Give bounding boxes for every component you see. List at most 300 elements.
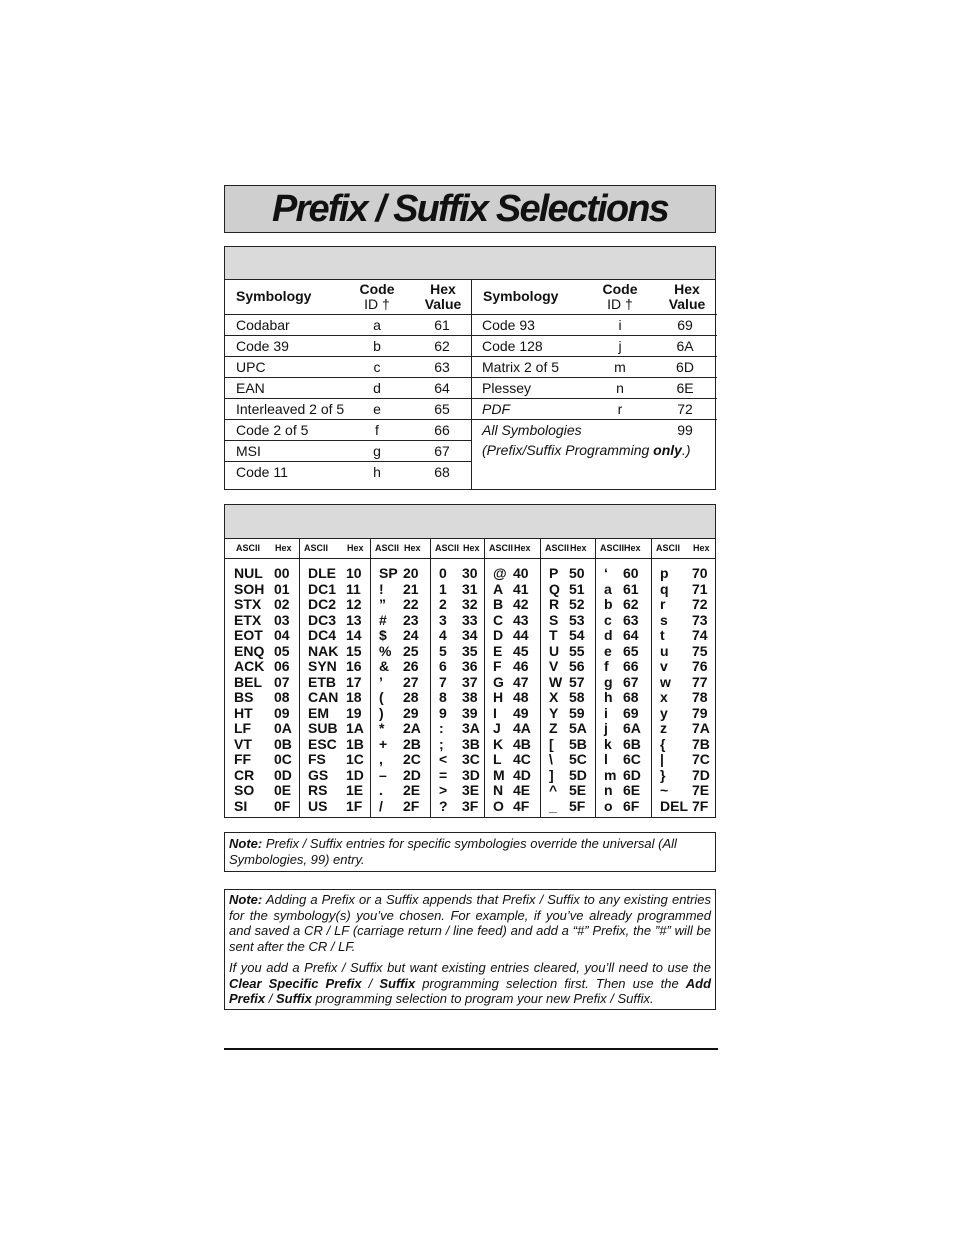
ascii-hex: 09 — [274, 704, 290, 721]
ascii-char: K — [493, 735, 504, 752]
ascii-row — [431, 612, 484, 628]
ascii-hex: 02 — [274, 596, 290, 612]
ascii-row — [652, 720, 715, 736]
ascii-row — [225, 627, 299, 643]
ascii-row — [371, 596, 430, 612]
ascii-row — [541, 798, 595, 814]
symbology-row — [225, 399, 471, 420]
ascii-hex: 05 — [274, 642, 290, 659]
ascii-row — [652, 767, 715, 783]
ascii-row — [300, 767, 370, 783]
symbology-code-id: a — [373, 317, 381, 333]
ascii-row — [485, 627, 540, 643]
ascii-hex: 7F — [692, 797, 709, 814]
symbology-code-id: e — [373, 401, 381, 417]
note-text: Prefix / Suffix entries for specific symbologies override the universal (All Symbologies, 99) entry. — [229, 836, 677, 867]
ascii-hex: 3B — [462, 735, 480, 752]
note-override — [224, 832, 716, 872]
ascii-hex: 1C — [346, 751, 364, 767]
ascii-hex: 2C — [403, 751, 421, 767]
symbology-code-id: d — [373, 380, 381, 396]
ascii-row — [596, 596, 651, 612]
ascii-char: } — [660, 766, 666, 783]
ascii-row — [371, 643, 430, 659]
symbology-row — [471, 378, 717, 399]
ascii-hex: 6C — [623, 751, 641, 767]
ascii-row — [652, 627, 715, 643]
ascii-hex: 0E — [274, 782, 292, 798]
ascii-row — [485, 689, 540, 705]
ascii-char: Y — [549, 704, 559, 721]
ascii-char: SOH — [234, 580, 265, 597]
ascii-row — [225, 658, 299, 674]
ascii-char: DEL — [660, 797, 688, 814]
symbology-code-id: f — [375, 422, 379, 438]
ascii-row — [596, 643, 651, 659]
ascii-subheader — [300, 539, 370, 559]
ascii-row — [596, 674, 651, 690]
ascii-row — [431, 798, 484, 814]
ascii-row — [652, 736, 715, 752]
ascii-char: o — [604, 797, 613, 814]
ascii-hex: 11 — [346, 580, 361, 597]
ascii-row — [485, 767, 540, 783]
ascii-column — [596, 539, 652, 817]
ascii-char: W — [549, 673, 563, 690]
symbology-code-id: h — [373, 464, 381, 480]
ascii-hex: 67 — [623, 673, 639, 690]
symbology-table-header-bar — [225, 247, 715, 280]
ascii-char: B — [493, 596, 504, 612]
ascii-row — [431, 658, 484, 674]
ascii-char: Q — [549, 580, 560, 597]
ascii-row — [541, 736, 595, 752]
ascii-hex: 00 — [274, 565, 290, 581]
ascii-char: 7 — [439, 673, 447, 690]
ascii-hex: 0C — [274, 751, 292, 767]
ascii-char: a — [604, 580, 612, 597]
symbology-right-column — [471, 280, 717, 489]
ascii-char: h — [604, 689, 613, 705]
ascii-char: T — [549, 627, 558, 643]
ascii-hex: 17 — [346, 673, 362, 690]
ascii-hex: 20 — [403, 565, 419, 581]
ascii-row — [371, 658, 430, 674]
symbology-name: PDF — [482, 401, 510, 417]
ascii-row — [225, 581, 299, 597]
ascii-char: R — [549, 596, 560, 612]
header-symbology: Symbology — [483, 288, 559, 304]
ascii-row — [225, 736, 299, 752]
ascii-hex: 6E — [623, 782, 641, 798]
ascii-hex: 6D — [623, 766, 641, 783]
ascii-char: CAN — [308, 689, 339, 705]
ascii-column — [371, 539, 431, 817]
ascii-row — [225, 720, 299, 736]
header-hex-value: Hex Value — [668, 281, 706, 312]
ascii-row — [225, 751, 299, 767]
ascii-hex: 45 — [513, 642, 529, 659]
symbology-hex: 64 — [434, 380, 450, 396]
ascii-hex: 39 — [462, 704, 478, 721]
header-code-id: Code ID † — [359, 281, 395, 312]
ascii-char: NUL — [234, 565, 263, 581]
ascii-hex: 54 — [569, 627, 585, 643]
ascii-hex: 15 — [346, 642, 362, 659]
ascii-row — [300, 782, 370, 798]
ascii-column — [431, 539, 485, 817]
ascii-char: BS — [234, 689, 254, 705]
ascii-char: s — [660, 611, 668, 628]
ascii-hex: 06 — [274, 658, 290, 674]
ascii-char: 3 — [439, 611, 447, 628]
symbology-row — [471, 315, 717, 336]
ascii-row — [300, 705, 370, 721]
ascii-hex: 7A — [692, 720, 710, 736]
ascii-char: , — [379, 751, 383, 767]
symbology-name: Matrix 2 of 5 — [482, 359, 560, 375]
ascii-table — [224, 504, 716, 818]
ascii-row — [652, 581, 715, 597]
ascii-char: x — [660, 689, 668, 705]
ascii-subheader — [431, 539, 484, 559]
ascii-hex: 50 — [569, 565, 585, 581]
page-title: Prefix / Suffix Selections — [272, 188, 668, 230]
clear-specific-prefix-label: Clear Specific Prefix — [229, 975, 362, 991]
ascii-char: g — [604, 673, 613, 690]
ascii-hex: 23 — [403, 611, 419, 628]
ascii-row — [485, 798, 540, 814]
symbology-name: Plessey — [482, 380, 532, 396]
ascii-char: ” — [379, 596, 386, 612]
ascii-hex: 21 — [403, 580, 419, 597]
ascii-hex: 73 — [692, 611, 708, 628]
ascii-hex: 1F — [346, 797, 363, 814]
ascii-hex: 31 — [462, 580, 478, 597]
ascii-hex: 6B — [623, 735, 641, 752]
ascii-char: L — [493, 751, 502, 767]
ascii-row — [371, 798, 430, 814]
ascii-char: j — [604, 720, 608, 736]
ascii-row — [371, 565, 430, 581]
ascii-hex: 38 — [462, 689, 478, 705]
ascii-hex: 3F — [462, 797, 479, 814]
ascii-row — [371, 767, 430, 783]
symbology-row — [225, 315, 471, 336]
ascii-row — [371, 751, 430, 767]
ascii-subheader — [596, 539, 651, 559]
ascii-row — [431, 674, 484, 690]
ascii-row — [596, 705, 651, 721]
ascii-subheader — [541, 539, 595, 559]
ascii-char: . — [379, 782, 383, 798]
ascii-hex: 56 — [569, 658, 585, 674]
ascii-column — [485, 539, 541, 817]
symbology-hex: 6D — [676, 359, 694, 375]
ascii-row — [225, 674, 299, 690]
symbology-row — [225, 462, 471, 482]
ascii-row — [485, 612, 540, 628]
ascii-hex: 49 — [513, 704, 529, 721]
symbology-left-column — [225, 280, 472, 489]
ascii-hex: 0D — [274, 766, 292, 783]
ascii-char: b — [604, 596, 613, 612]
ascii-hex: 6F — [623, 797, 640, 814]
ascii-hex: 3C — [462, 751, 480, 767]
ascii-row — [485, 736, 540, 752]
ascii-row — [225, 643, 299, 659]
symbology-name: UPC — [236, 359, 266, 375]
ascii-row — [431, 705, 484, 721]
ascii-row — [371, 736, 430, 752]
ascii-column — [652, 539, 715, 817]
note-append-paragraph-2: If you add a Prefix / Suffix but want existing entries cleared, you’ll need to use the Clear Specific Prefix / Suffix programming selection first. Then use the Add Prefix / Suffix programming selection to program your new Prefix / Suffix. — [229, 960, 712, 1006]
ascii-char: 1 — [439, 580, 447, 597]
symbology-left-header — [225, 280, 471, 315]
ascii-hex: 76 — [692, 658, 708, 674]
ascii-char: # — [379, 611, 387, 628]
ascii-char: y — [660, 704, 668, 721]
footer-rule — [224, 1048, 718, 1050]
ascii-hex: 0F — [274, 797, 291, 814]
ascii-char: / — [379, 797, 383, 814]
ascii-row — [431, 782, 484, 798]
ascii-row — [225, 782, 299, 798]
ascii-row — [485, 581, 540, 597]
ascii-row — [485, 705, 540, 721]
ascii-char: [ — [549, 735, 554, 752]
ascii-char: D — [493, 627, 504, 643]
ascii-char: 0 — [439, 565, 447, 581]
symbology-hex: 66 — [434, 422, 450, 438]
ascii-char: FF — [234, 751, 252, 767]
ascii-char: c — [604, 611, 612, 628]
ascii-char: H — [493, 689, 504, 705]
ascii-char: BEL — [234, 673, 262, 690]
ascii-char: v — [660, 658, 668, 674]
ascii-row — [371, 581, 430, 597]
symbology-code-id: g — [373, 443, 381, 459]
ascii-hex: 75 — [692, 642, 708, 659]
ascii-hex: 4D — [513, 766, 531, 783]
ascii-char: > — [439, 782, 448, 798]
ascii-hex: 1B — [346, 735, 364, 752]
ascii-hex: 6A — [623, 720, 641, 736]
ascii-row — [485, 674, 540, 690]
ascii-hex: 59 — [569, 704, 585, 721]
ascii-hex: 36 — [462, 658, 478, 674]
symbology-hex: 63 — [434, 359, 450, 375]
ascii-hex: 5C — [569, 751, 587, 767]
ascii-row — [652, 565, 715, 581]
ascii-char: m — [604, 766, 617, 783]
ascii-hex: 0B — [274, 735, 292, 752]
ascii-row — [371, 627, 430, 643]
ascii-char: < — [439, 751, 448, 767]
ascii-row — [371, 674, 430, 690]
ascii-hex: 53 — [569, 611, 585, 628]
ascii-char: ] — [549, 766, 554, 783]
ascii-char: DC3 — [308, 611, 337, 628]
ascii-char: ENQ — [234, 642, 265, 659]
ascii-hex: 41 — [513, 580, 529, 597]
ascii-hex: 5B — [569, 735, 587, 752]
ascii-hex: 62 — [623, 596, 639, 612]
ascii-hex: 30 — [462, 565, 478, 581]
ascii-hex: 5F — [569, 797, 586, 814]
note-append-paragraph-1: Note: Adding a Prefix or a Suffix appends that Prefix / Suffix to any existing entries for the symbology(s) you’ve chosen. For example, if you’ve already programmed and saved a CR / LF (carriage return / line feed) and add a “#” Prefix, the ”#” will be sent after the CR / LF. — [229, 892, 711, 954]
ascii-hex: 07 — [274, 673, 290, 690]
ascii-row — [652, 782, 715, 798]
symbology-name: MSI — [236, 443, 261, 459]
ascii-hex: 42 — [513, 596, 529, 612]
ascii-hex: 5A — [569, 720, 587, 736]
ascii-char: ESC — [308, 735, 337, 752]
ascii-char: FS — [308, 751, 326, 767]
ascii-row — [371, 612, 430, 628]
symbology-hex: 62 — [434, 338, 450, 354]
symbology-hex: 61 — [434, 317, 450, 333]
ascii-row — [541, 612, 595, 628]
ascii-row — [596, 658, 651, 674]
ascii-char: O — [493, 797, 504, 814]
ascii-char: 8 — [439, 689, 447, 705]
symbology-name: Code 93 — [482, 317, 535, 333]
ascii-row — [431, 689, 484, 705]
ascii-char: ( — [379, 689, 384, 705]
ascii-char: EOT — [234, 627, 263, 643]
ascii-char: \ — [549, 751, 553, 767]
ascii-char: ^ — [549, 782, 558, 798]
ascii-hex: 2E — [403, 782, 421, 798]
ascii-subheader-ascii: ASCII — [656, 543, 681, 553]
symbology-code-id: b — [373, 338, 381, 354]
ascii-hex: 78 — [692, 689, 708, 705]
ascii-char: ~ — [660, 782, 669, 798]
symbology-row — [225, 378, 471, 399]
ascii-hex: 79 — [692, 704, 708, 721]
ascii-row — [541, 689, 595, 705]
ascii-row — [541, 643, 595, 659]
ascii-row — [541, 596, 595, 612]
ascii-row — [225, 689, 299, 705]
ascii-hex: 5E — [569, 782, 587, 798]
ascii-row — [652, 798, 715, 814]
symbology-row — [225, 336, 471, 357]
ascii-char: US — [308, 797, 328, 814]
ascii-row — [300, 720, 370, 736]
ascii-hex: 58 — [569, 689, 585, 705]
ascii-row — [225, 767, 299, 783]
ascii-char: DC2 — [308, 596, 337, 612]
ascii-row — [652, 689, 715, 705]
ascii-hex: 32 — [462, 596, 478, 612]
ascii-char: P — [549, 565, 559, 581]
ascii-hex: 68 — [623, 689, 639, 705]
ascii-char: N — [493, 782, 504, 798]
ascii-column — [225, 539, 300, 817]
ascii-row — [541, 782, 595, 798]
ascii-hex: 18 — [346, 689, 362, 705]
ascii-char: = — [439, 766, 448, 783]
ascii-column — [300, 539, 371, 817]
ascii-hex: 4F — [513, 797, 530, 814]
ascii-char: GS — [308, 766, 329, 783]
ascii-hex: 13 — [346, 611, 362, 628]
ascii-hex: 74 — [692, 627, 708, 643]
ascii-hex: 7E — [692, 782, 710, 798]
ascii-char: – — [379, 766, 387, 783]
ascii-row — [431, 627, 484, 643]
ascii-subheader-ascii: ASCII — [435, 543, 460, 553]
ascii-row — [300, 596, 370, 612]
note-label: Note: — [229, 892, 263, 907]
ascii-char: r — [660, 596, 666, 612]
ascii-hex: 28 — [403, 689, 419, 705]
ascii-char: i — [604, 704, 608, 721]
ascii-hex: 3A — [462, 720, 480, 736]
ascii-row — [485, 658, 540, 674]
ascii-row — [431, 751, 484, 767]
ascii-char: q — [660, 580, 669, 597]
ascii-hex: 01 — [274, 580, 290, 597]
symbology-row — [471, 357, 717, 378]
ascii-hex: 0A — [274, 720, 292, 736]
ascii-row — [431, 767, 484, 783]
ascii-row — [225, 565, 299, 581]
ascii-row — [596, 581, 651, 597]
ascii-char: X — [549, 689, 559, 705]
ascii-char: J — [493, 720, 501, 736]
ascii-hex: 7B — [692, 735, 710, 752]
ascii-char: e — [604, 642, 612, 659]
ascii-hex: 14 — [346, 627, 362, 643]
symbology-row — [471, 399, 717, 420]
ascii-row — [485, 720, 540, 736]
ascii-hex: 22 — [403, 596, 419, 612]
ascii-char: | — [660, 751, 664, 767]
ascii-hex: 61 — [623, 580, 639, 597]
ascii-row — [225, 612, 299, 628]
ascii-char: t — [660, 627, 665, 643]
ascii-hex: 65 — [623, 642, 639, 659]
ascii-row — [371, 689, 430, 705]
symbology-name: EAN — [236, 380, 265, 396]
ascii-row — [652, 751, 715, 767]
ascii-hex: 46 — [513, 658, 529, 674]
ascii-row — [596, 689, 651, 705]
symbology-hex: 65 — [434, 401, 450, 417]
ascii-char: ACK — [234, 658, 265, 674]
ascii-row — [300, 612, 370, 628]
ascii-subheader-hex: Hex — [624, 543, 641, 553]
ascii-row — [300, 751, 370, 767]
ascii-hex: 12 — [346, 596, 362, 612]
ascii-hex: 3D — [462, 766, 480, 783]
ascii-char: _ — [549, 797, 557, 814]
ascii-hex: 60 — [623, 565, 639, 581]
ascii-row — [300, 736, 370, 752]
ascii-hex: 72 — [692, 596, 708, 612]
ascii-char: SUB — [308, 720, 338, 736]
symbology-hex: 67 — [434, 443, 450, 459]
ascii-subheader-hex: Hex — [693, 543, 710, 553]
ascii-char: SYN — [308, 658, 337, 674]
ascii-subheader-ascii: ASCII — [489, 543, 514, 553]
ascii-char: S — [549, 611, 559, 628]
ascii-row — [300, 643, 370, 659]
ascii-char: 6 — [439, 658, 447, 674]
